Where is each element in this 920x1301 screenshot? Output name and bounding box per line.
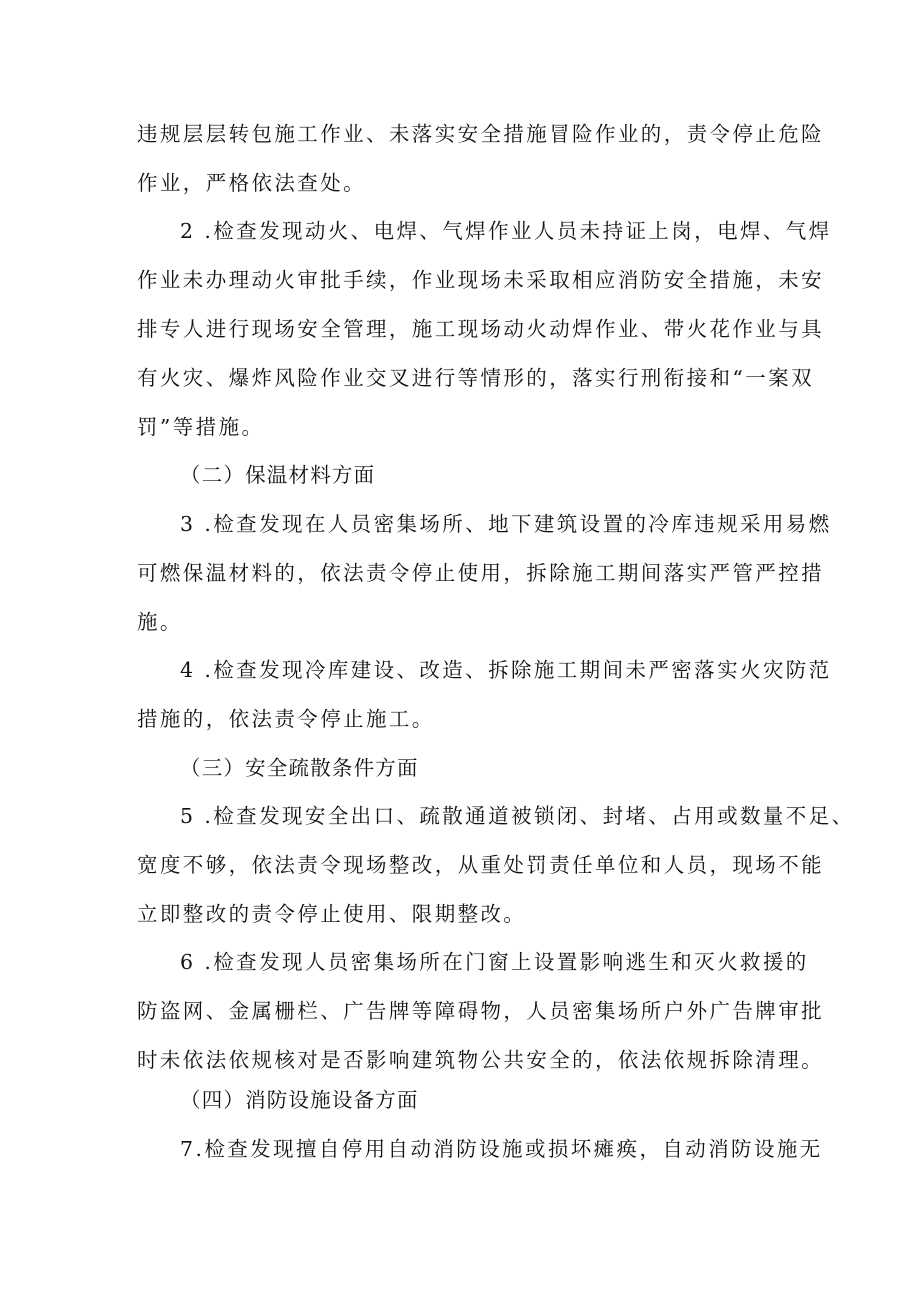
text-line-18: 6 .检查发现人员密集场所在门窗上设置影响逃生和灭火救援的 xyxy=(180,950,809,974)
section-heading-3: （三）安全疏散条件方面 xyxy=(180,756,419,780)
text-line-7: 罚”等措施。 xyxy=(137,415,265,439)
text-line-22: 7.检查发现擅自停用自动消防设施或损坏瘫痪，自动消防设施无 xyxy=(180,1137,823,1161)
text-line-4: 作业未办理动火审批手续，作业现场未采取相应消防安全措施，未安 xyxy=(137,268,824,292)
section-heading-4: （四）消防设施设备方面 xyxy=(180,1088,419,1112)
text-line-1: 违规层层转包施工作业、未落实安全措施冒险作业的，责令停止危险 xyxy=(137,122,824,146)
text-line-6: 有火灾、爆炸风险作业交叉进行等情形的，落实行刑衔接和“一案双 xyxy=(137,366,814,390)
text-line-19: 防盗网、金属栅栏、广告牌等障碍物，人员密集场所户外广告牌审批 xyxy=(137,999,824,1023)
text-line-17: 立即整改的责令停止使用、限期整改。 xyxy=(137,902,527,926)
text-line-16: 宽度不够，依法责令现场整改，从重处罚责任单位和人员，现场不能 xyxy=(137,853,824,877)
text-line-9: 3 .检查发现在人员密集场所、地下建筑设置的冷库违规采用易燃 xyxy=(180,512,832,536)
text-line-15: 5 .检查发现安全出口、疏散通道被锁闭、封堵、占用或数量不足、 xyxy=(180,804,855,828)
text-line-12: 4 .检查发现冷库建设、改造、拆除施工期间未严密落实火灾防范 xyxy=(180,658,832,682)
text-line-2: 作业，严格依法查处。 xyxy=(137,171,366,195)
text-line-11: 施。 xyxy=(137,610,183,634)
section-heading-2: （二）保温材料方面 xyxy=(180,463,376,487)
text-line-3: 2 .检查发现动火、电焊、气焊作业人员未持证上岗，电焊、气焊 xyxy=(180,219,832,243)
text-line-20: 时未依法依规核对是否影响建筑物公共安全的，依法依规拆除清理。 xyxy=(137,1048,824,1072)
text-line-5: 排专人进行现场安全管理，施工现场动火动焊作业、带火花作业与具 xyxy=(137,317,824,341)
text-line-10: 可燃保温材料的，依法责令停止使用，拆除施工期间落实严管严控措 xyxy=(137,561,824,585)
text-line-13: 措施的，依法责令停止施工。 xyxy=(137,707,435,731)
